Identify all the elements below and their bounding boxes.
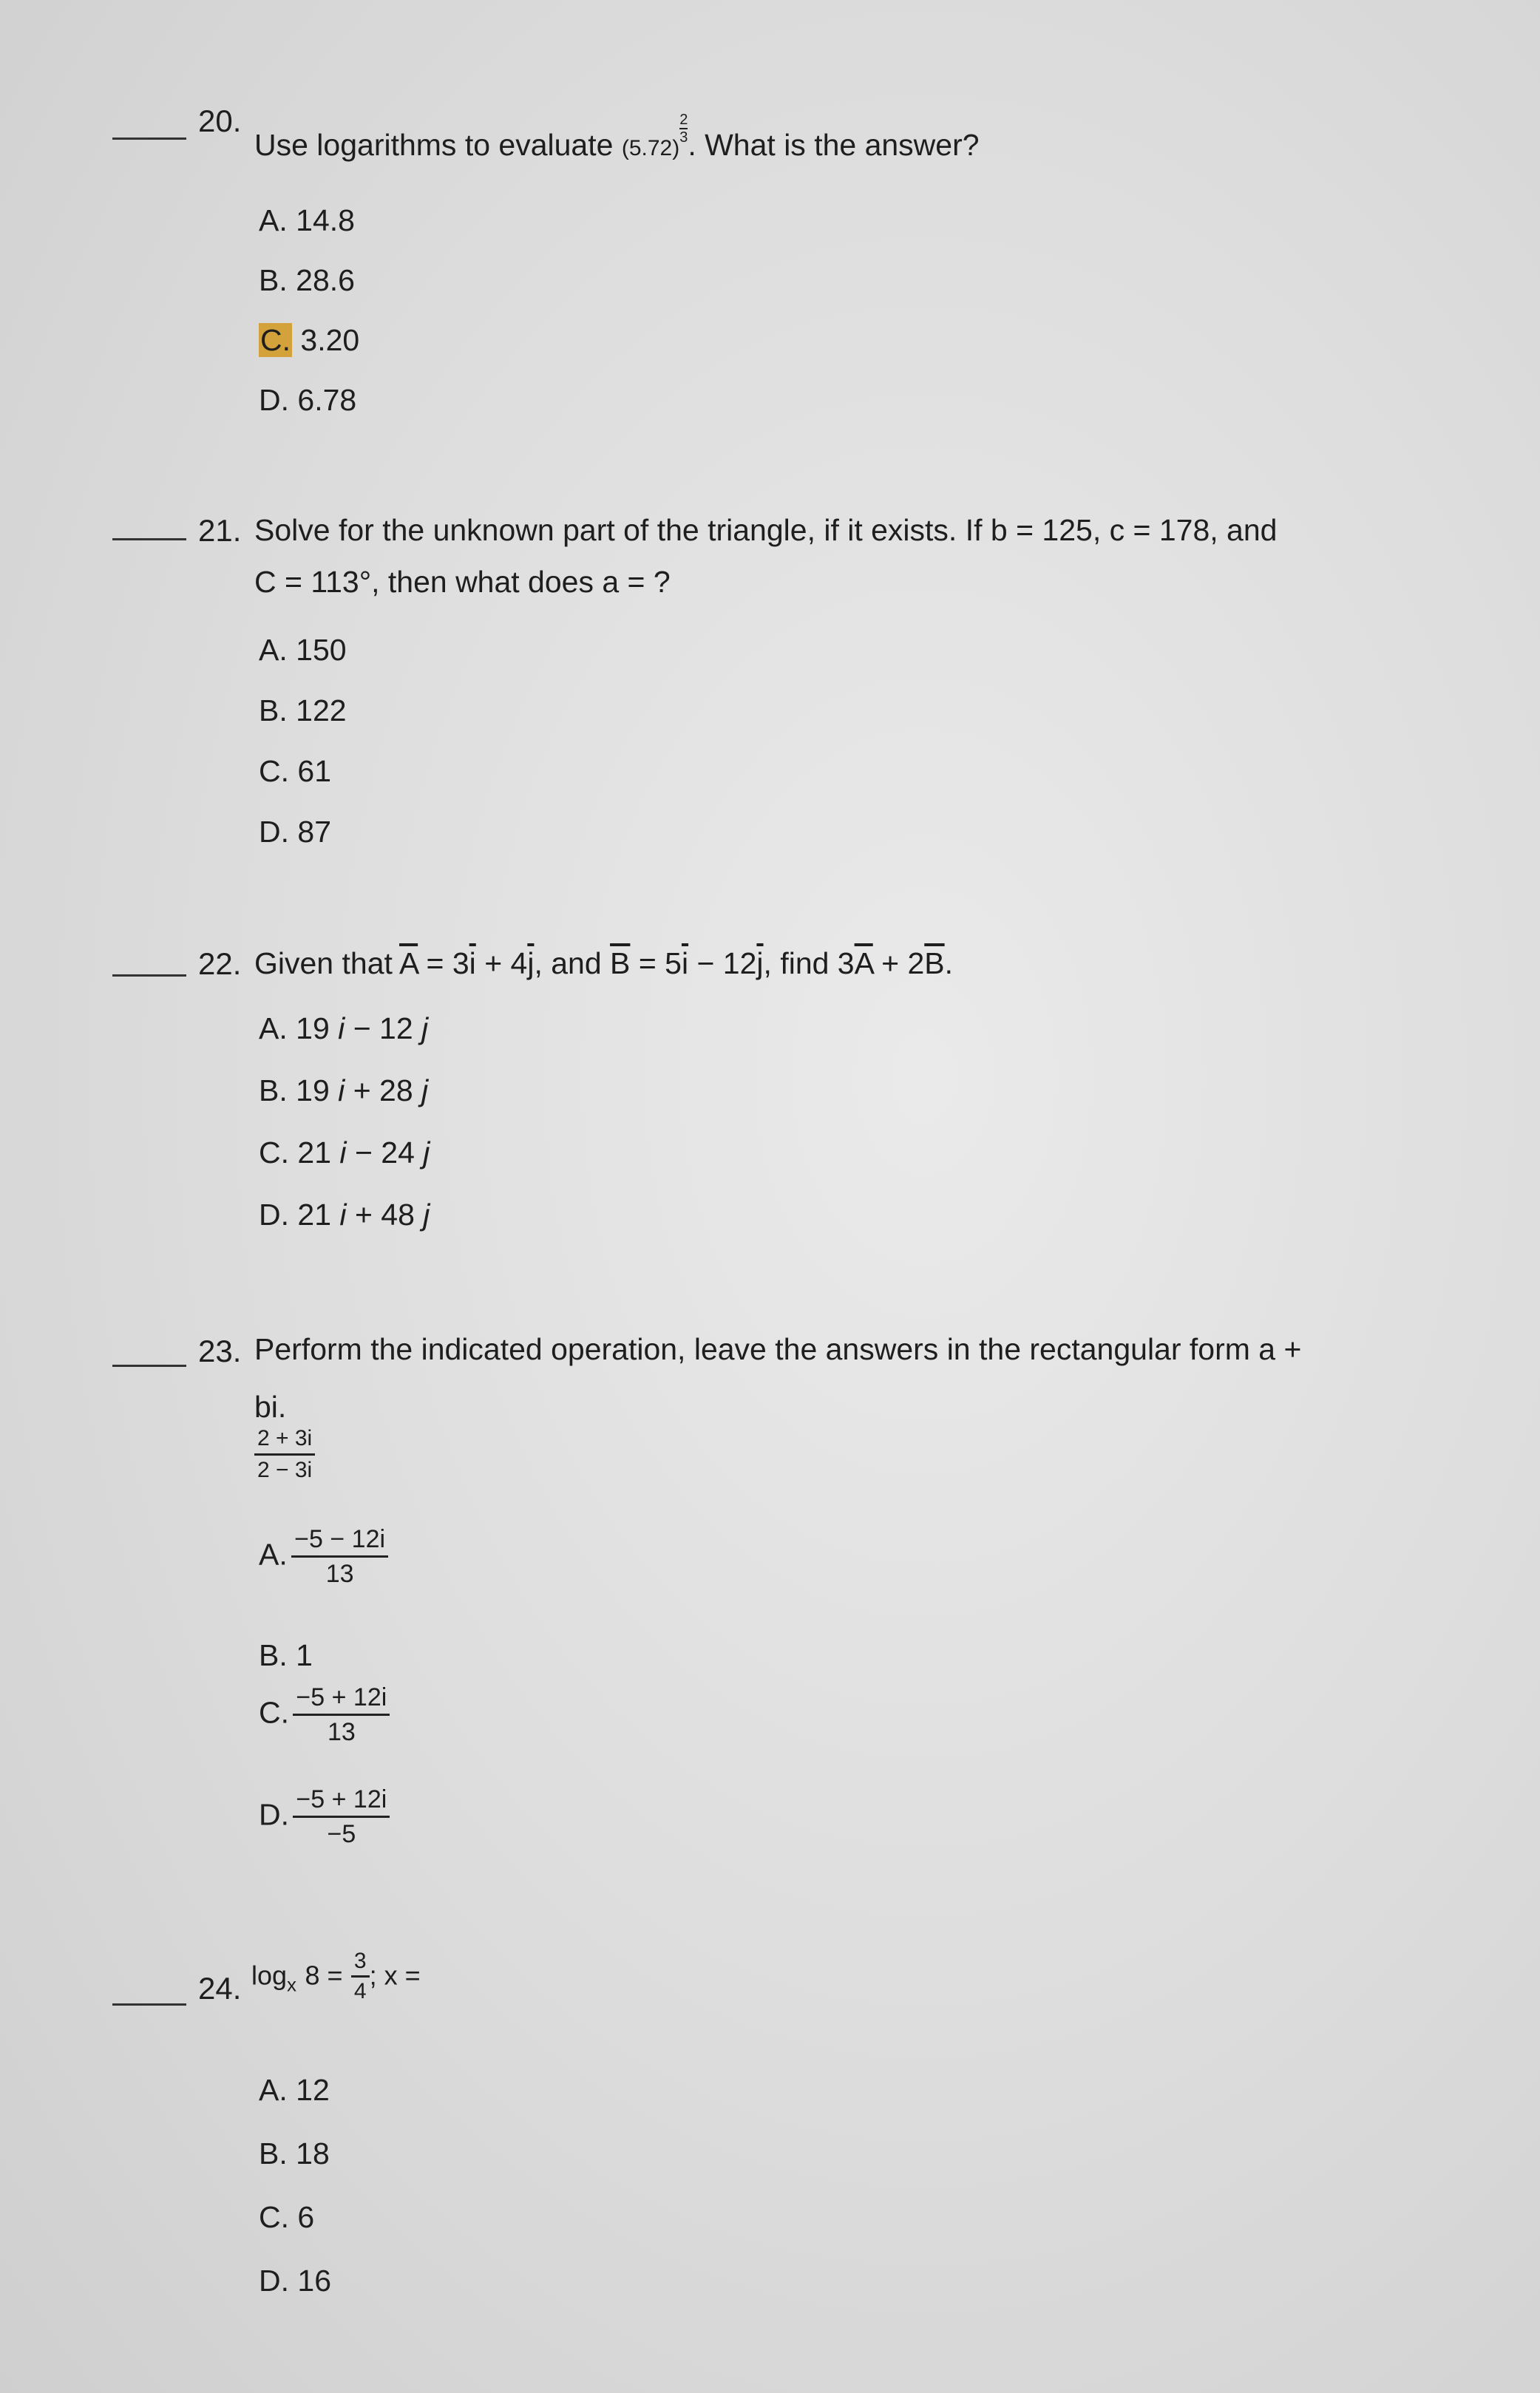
option-d[interactable]: D. 21 i + 48 j	[259, 1198, 430, 1232]
question-number: 20.	[198, 103, 242, 138]
question-prompt-line1: Solve for the unknown part of the triangle, if it exists. If b = 125, c = 178, and	[254, 513, 1278, 547]
option-d[interactable]: D. 16	[259, 2264, 332, 2298]
answer-blank[interactable]	[112, 2003, 186, 2006]
question-prompt-line2: C = 113°, then what does a = ?	[254, 565, 671, 599]
option-d[interactable]: D. 87	[259, 815, 332, 849]
option-a[interactable]: A. 12	[259, 2073, 330, 2107]
option-c[interactable]: C. 6	[259, 2200, 315, 2234]
question-prompt-line2: bi.	[254, 1390, 287, 1424]
option-a[interactable]: A. $\frac{-5 - 12i}{13}$	[259, 1524, 388, 1589]
option-c[interactable]: C. $\frac{-5 + 12i}{13}$	[259, 1683, 390, 1747]
question-number: 24.	[198, 1971, 242, 2006]
answer-blank[interactable]	[112, 138, 186, 140]
option-a[interactable]: A. 14.8	[259, 203, 355, 237]
answer-blank[interactable]	[112, 974, 186, 977]
base-value: (5.72)	[621, 136, 680, 160]
question-prompt: Use logarithms to evaluate $(5.72)\frac{2}{3}$. What is the answer?	[254, 112, 980, 162]
question-number: 23.	[198, 1334, 242, 1368]
option-a[interactable]: A. 19 i − 12 j	[259, 1011, 429, 1045]
exponent-fraction: $\frac{2}{3}$	[679, 112, 688, 146]
option-b[interactable]: B. 122	[259, 693, 347, 727]
option-b[interactable]: B. 18	[259, 2136, 330, 2170]
question-number: 22.	[198, 946, 242, 981]
highlighted-letter: C.	[260, 323, 291, 357]
question-prompt: Given that $\overline{A} = 3\overline{i} + 4\overline{j}$, and $\overline{B} = 5\overline{i} - 12\overline{j}$, find $3\overline{A} + 2\overline{B}$.	[254, 946, 954, 980]
option-d[interactable]: D. 6.78	[259, 383, 357, 417]
option-b[interactable]: B. 28.6	[259, 263, 355, 297]
option-b[interactable]: B. 1	[259, 1638, 313, 1672]
expression-fraction: $\frac{2 + 3i}{2 - 3i}$	[254, 1425, 315, 1484]
option-c[interactable]: C. 21 i − 24 j	[259, 1136, 430, 1170]
option-c[interactable]: C. 61	[259, 754, 332, 788]
question-prompt-line1: Perform the indicated operation, leave the answers in the rectangular form a +	[254, 1332, 1302, 1366]
question-number: 21.	[198, 513, 242, 548]
answer-blank[interactable]	[112, 1365, 186, 1367]
option-b[interactable]: B. 19 i + 28 j	[259, 1073, 429, 1107]
option-a[interactable]: A. 150	[259, 633, 347, 667]
option-c[interactable]: C. 3.20	[260, 323, 360, 357]
answer-blank[interactable]	[112, 538, 186, 540]
option-d[interactable]: D. $\frac{-5 + 12i}{-5}$	[259, 1785, 390, 1849]
log-equation: $\log_x 8$ = $\frac{3}{4}$ ; x =	[251, 1949, 421, 2003]
